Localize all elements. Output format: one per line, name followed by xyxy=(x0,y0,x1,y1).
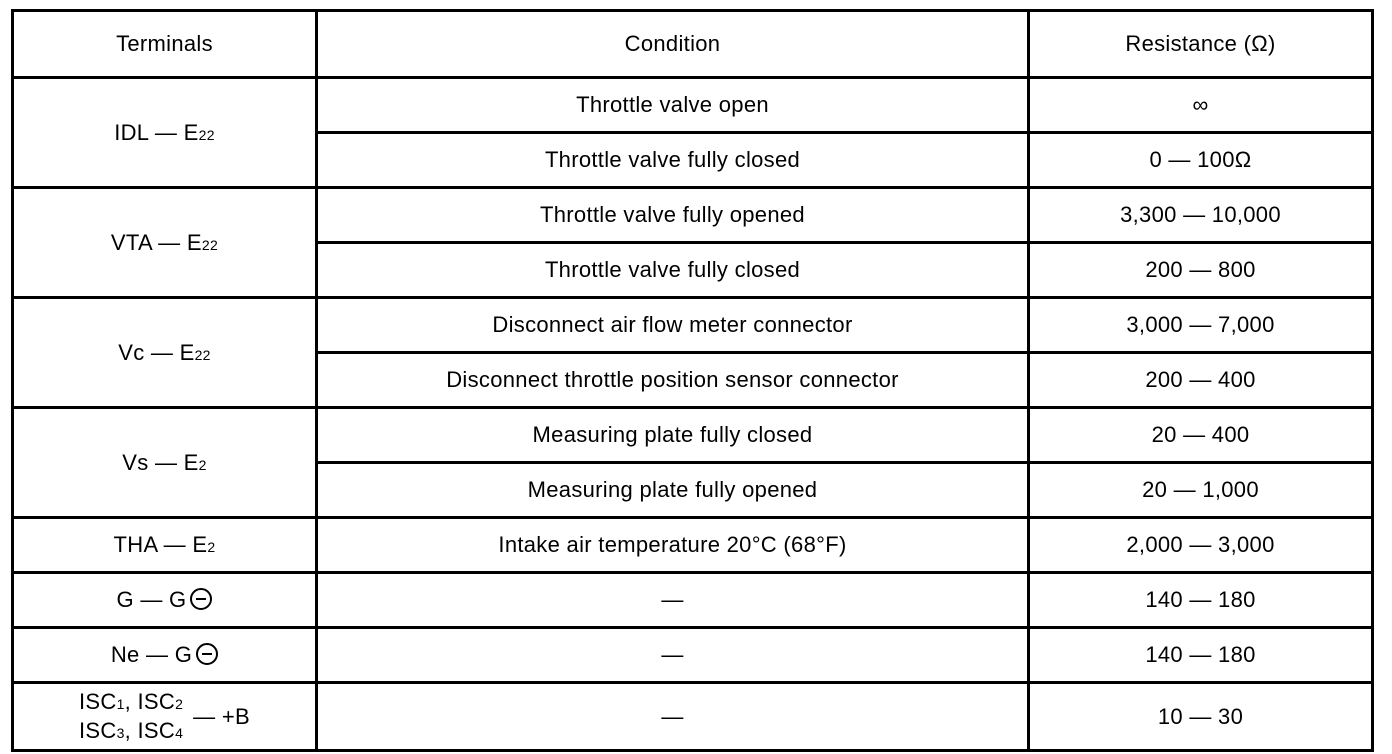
condition-cell: Throttle valve open xyxy=(317,78,1029,133)
isc-terminal-list xyxy=(79,688,183,745)
isc-terminal-group xyxy=(79,688,250,745)
terminal-subscript: 2 xyxy=(198,456,207,473)
isc-line xyxy=(79,718,183,743)
isc-label: ISC xyxy=(137,717,176,743)
negative-terminal-icon xyxy=(190,588,212,610)
isc-subscript: 4 xyxy=(175,724,184,741)
terminal-subscript: 22 xyxy=(198,126,215,143)
terminal-subscript: 22 xyxy=(201,236,219,253)
terminals-cell xyxy=(13,298,317,408)
terminal-label: THA — E xyxy=(113,532,208,558)
terminals-cell xyxy=(13,408,317,518)
isc-label: ISC xyxy=(78,717,117,743)
terminals-cell xyxy=(13,628,317,683)
terminal-label: Ne — G xyxy=(110,642,193,668)
terminals-cell xyxy=(13,78,317,188)
resistance-cell: 200 — 400 xyxy=(1029,353,1373,408)
terminal-subscript: 2 xyxy=(207,539,216,556)
condition-cell: — xyxy=(317,683,1029,751)
condition-cell: — xyxy=(317,573,1029,628)
resistance-cell: ∞ xyxy=(1029,78,1373,133)
condition-cell: Intake air temperature 20°C (68°F) xyxy=(317,518,1029,573)
terminal-label: IDL — E xyxy=(114,119,199,145)
resistance-cell: 10 — 30 xyxy=(1029,683,1373,751)
table-row xyxy=(13,628,1373,683)
table-row xyxy=(13,408,1373,463)
table-row xyxy=(13,518,1373,573)
terminal-label: Vc — E xyxy=(118,339,195,365)
header-terminals: Terminals xyxy=(13,11,317,78)
terminals-cell xyxy=(13,188,317,298)
negative-terminal-icon xyxy=(196,643,218,665)
resistance-cell: 20 — 400 xyxy=(1029,408,1373,463)
terminal-label: VTA — E xyxy=(110,229,202,255)
isc-subscript: 1 xyxy=(116,695,125,712)
resistance-cell: 3,300 — 10,000 xyxy=(1029,188,1373,243)
isc-label: ISC xyxy=(78,688,117,714)
resistance-cell: 20 — 1,000 xyxy=(1029,463,1373,518)
terminal-subscript: 22 xyxy=(194,346,211,363)
table-row xyxy=(13,683,1373,751)
header-condition: Condition xyxy=(317,11,1029,78)
condition-cell: Throttle valve fully closed xyxy=(317,133,1029,188)
condition-cell: Measuring plate fully closed xyxy=(317,408,1029,463)
isc-subscript: 3 xyxy=(116,724,125,741)
isc-suffix: — +B xyxy=(193,703,250,729)
condition-cell: — xyxy=(317,628,1029,683)
spec-page xyxy=(11,9,1371,745)
resistance-spec-table xyxy=(11,9,1374,752)
table-row xyxy=(13,573,1373,628)
condition-cell: Measuring plate fully opened xyxy=(317,463,1029,518)
terminals-cell xyxy=(13,573,317,628)
isc-separator: , xyxy=(124,717,138,743)
condition-cell: Throttle valve fully opened xyxy=(317,188,1029,243)
resistance-cell: 0 — 100Ω xyxy=(1029,133,1373,188)
isc-line xyxy=(79,689,183,714)
header-row xyxy=(13,11,1373,78)
terminal-label: Vs — E xyxy=(122,449,199,475)
terminals-cell xyxy=(13,683,317,751)
table-row xyxy=(13,298,1373,353)
terminals-cell xyxy=(13,518,317,573)
condition-cell: Disconnect throttle position sensor connector xyxy=(317,353,1029,408)
resistance-cell: 140 — 180 xyxy=(1029,573,1373,628)
header-resistance: Resistance (Ω) xyxy=(1029,11,1373,78)
table-row xyxy=(13,78,1373,133)
resistance-cell: 3,000 — 7,000 xyxy=(1029,298,1373,353)
resistance-cell: 2,000 — 3,000 xyxy=(1029,518,1373,573)
table-row xyxy=(13,188,1373,243)
isc-label: ISC xyxy=(137,688,176,714)
condition-cell: Throttle valve fully closed xyxy=(317,243,1029,298)
isc-separator: , xyxy=(124,688,138,714)
resistance-cell: 200 — 800 xyxy=(1029,243,1373,298)
condition-cell: Disconnect air flow meter connector xyxy=(317,298,1029,353)
resistance-cell: 140 — 180 xyxy=(1029,628,1373,683)
isc-subscript: 2 xyxy=(175,695,184,712)
terminal-label: G — G xyxy=(116,587,187,613)
